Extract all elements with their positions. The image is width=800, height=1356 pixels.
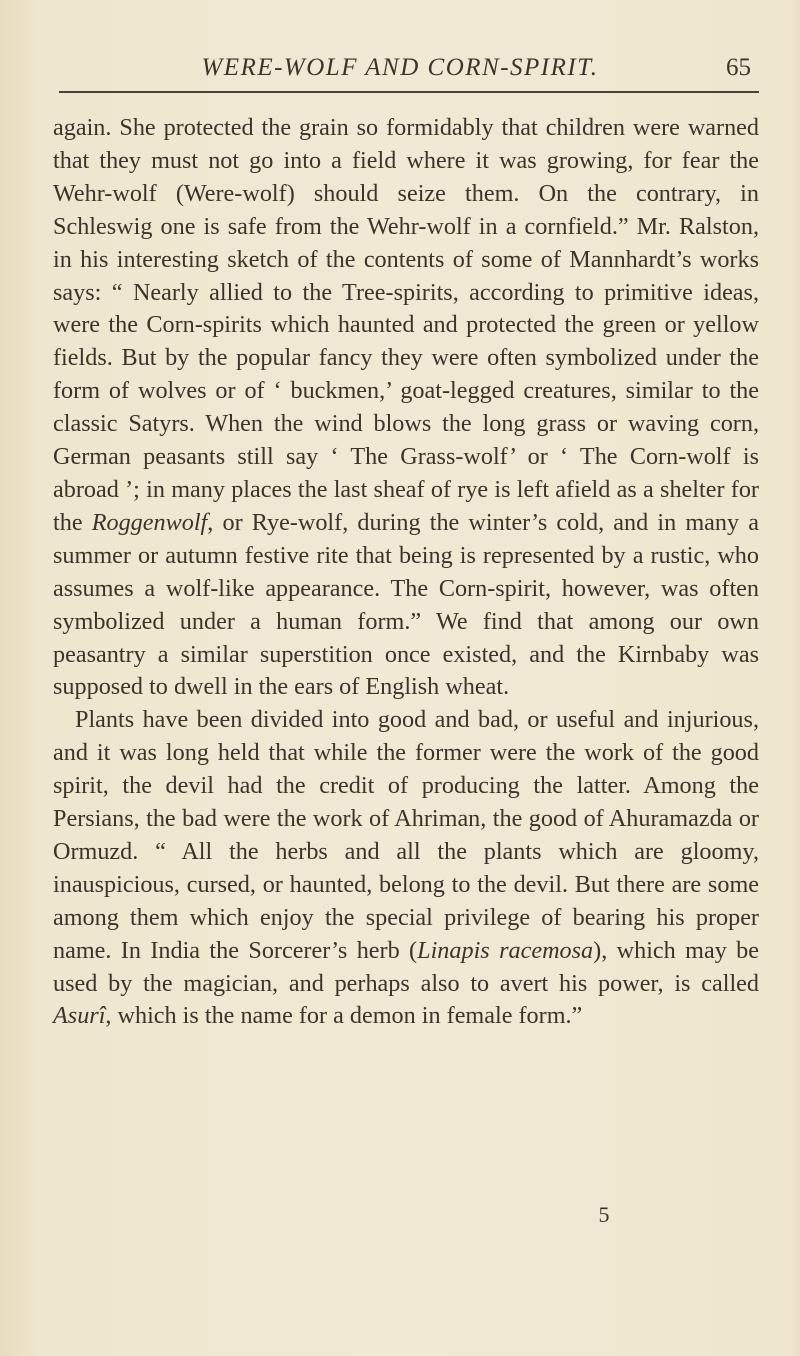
page-number: 65 bbox=[726, 54, 751, 81]
running-title: WERE-WOLF AND CORN-SPIRIT. bbox=[201, 54, 599, 81]
header-rule bbox=[59, 91, 759, 93]
text-run: ), which may be used by the magician, and perhaps also to avert his power, is called bbox=[53, 936, 759, 997]
italic-term-roggenwolf: Roggenwolf bbox=[91, 508, 208, 536]
text-run: Plants have been divided into good and bad, or useful and injurious, and it was long held that while the former were the work of the good spirit, the devil had the credit of producing the latter. Among the Persians, the bad were the work of Ahriman, the good of Ahuramazda or Ormuzd. “ All the herbs and all the plants which are gloomy, inauspicious, cursed, or haunted, belong to the devil. But there are some among them which enjoy the special privilege of bearing his proper name. In India the Sorcerer’s herb ( bbox=[53, 706, 759, 964]
paragraph bbox=[53, 704, 759, 1033]
text-run: , which is the name for a demon in female form.” bbox=[105, 1002, 583, 1030]
paragraph bbox=[53, 112, 759, 704]
text-run: again. She protected the grain so formidably that children were warned that they must not go into a field where it was growing, for fear the Wehr-wolf (Were-wolf) should seize them. On the contrary, in Schleswig one is safe from the Wehr-wolf in a cornfield.” Mr. Ralston, in his interesting sketch of the contents of some of Mannhardt’s works says: “ Nearly allied to the Tree-spirits, according to primitive ideas, were the Corn-spirits which haunted and protected the green or yellow fields. But by the popular fancy they were often symbolized under the form of wolves or of ‘ buckmen,’ goat-legged creatures, similar to the classic Satyrs. When the wind blows the long grass or waving corn, German peasants still say ‘ The Grass-wolf’ or ‘ The Corn-wolf is abroad ’; in many places the last sheaf of rye is left afield as a shelter for the bbox=[53, 114, 759, 536]
running-head bbox=[0, 48, 800, 88]
signature-mark: 5 bbox=[598, 1202, 610, 1227]
body-text bbox=[53, 112, 759, 1033]
italic-term-linapis: Linapis racemosa bbox=[417, 936, 594, 964]
italic-term-asuri: Asurî bbox=[53, 1002, 106, 1030]
text-run: , or Rye-wolf, during the winter’s cold, and in many a summer or autumn festive rite that being is represented by a rustic, who assumes a wolf-like appearance. The Corn-spirit, however, was often symbolized under a human form.” We find that among our own peasantry a similar superstition once existed, and the Kirnbaby was supposed to dwell in the ears of English wheat. bbox=[53, 508, 759, 701]
